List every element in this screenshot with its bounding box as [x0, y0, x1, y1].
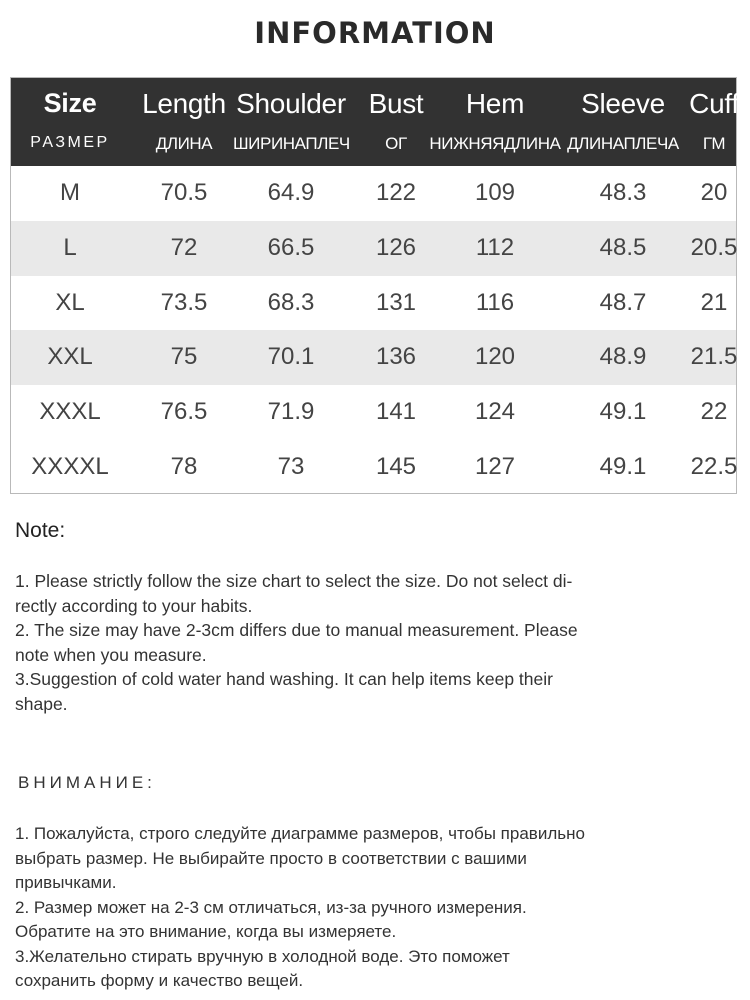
header-shoulder — [233, 78, 349, 166]
table-row — [11, 385, 736, 440]
sleeve-cell: 48.9 — [599, 343, 647, 371]
header-size — [11, 78, 129, 166]
cuff-cell: 21.5 — [690, 343, 738, 371]
bust-cell: 126 — [375, 233, 417, 261]
cuff-cell: 20.5 — [690, 233, 738, 261]
bust-cell: 145 — [375, 453, 417, 480]
note-line: 2. The size may have 2-3cm differs due to manual measurement. Please — [15, 620, 578, 640]
page-title: INFORMATION — [254, 16, 496, 50]
bust-cell: 136 — [375, 343, 417, 371]
shoulder-cell: 73 — [277, 453, 305, 480]
attention-line: сохранить форму и качество вещей. — [15, 971, 304, 990]
table-row — [11, 276, 736, 331]
sleeve-cell: 49.1 — [599, 398, 647, 426]
bust-cell: 122 — [375, 179, 417, 206]
shoulder-cell: 71.9 — [267, 398, 315, 426]
attention-line: 3.Желательно стирать вручную в холодной воде. Это поможет — [15, 946, 510, 966]
note-line: shape. — [15, 693, 68, 714]
length-cell: 75 — [170, 343, 198, 371]
table-row — [11, 166, 736, 221]
header-label-en: Length — [142, 88, 226, 119]
attention-heading: ВНИМАНИЕ: — [18, 773, 156, 792]
length-cell: 70.5 — [160, 179, 208, 206]
table-row — [11, 221, 736, 276]
header-cuff — [678, 78, 750, 166]
header-label-en: Sleeve — [581, 88, 665, 119]
table-row — [11, 440, 736, 495]
sleeve-cell: 48.3 — [599, 179, 647, 206]
attention-line: 1. Пожалуйста, строго следуйте диаграмме размеров, чтобы правильно — [15, 824, 585, 843]
header-label-ru: РАЗМЕР — [30, 134, 110, 151]
size-cell: M — [60, 179, 80, 206]
size-cell: XXXXL — [31, 453, 109, 480]
header-sleeve — [563, 78, 683, 166]
cuff-cell: 22.5 — [690, 453, 738, 480]
note-line: 1. Please strictly follow the size chart to select the size. Do not select di- — [15, 571, 573, 591]
shoulder-cell: 66.5 — [267, 233, 315, 261]
size-cell: L — [63, 233, 77, 261]
attention-line: выбрать размер. Не выбирайте просто в соответствии с вашими — [15, 848, 527, 868]
hem-cell: 124 — [474, 398, 516, 426]
cuff-cell: 21 — [700, 288, 728, 316]
shoulder-cell: 64.9 — [267, 179, 315, 206]
hem-cell: 116 — [475, 288, 515, 316]
attention-text — [15, 822, 735, 994]
hem-cell: 112 — [475, 233, 515, 261]
header-label-en: Size — [43, 88, 97, 118]
bust-cell: 131 — [375, 288, 417, 316]
header-label-ru: ОГ — [385, 134, 407, 153]
cuff-cell: 22 — [700, 398, 728, 426]
cuff-cell: 20 — [700, 179, 728, 206]
length-cell: 76.5 — [160, 398, 208, 426]
note-heading: Note: — [15, 519, 66, 542]
header-label-en: Shoulder — [236, 88, 346, 119]
header-label-en: Cuff — [689, 88, 739, 119]
sleeve-cell: 48.7 — [599, 288, 647, 316]
note-line: rectly according to your habits. — [15, 595, 253, 616]
header-label-ru: НИЖНЯЯДЛИНА — [429, 134, 561, 153]
hem-cell: 109 — [474, 179, 516, 206]
header-hem — [429, 78, 561, 166]
size-chart-table — [10, 77, 737, 494]
note-line: note when you measure. — [15, 644, 207, 665]
bust-cell: 141 — [375, 398, 417, 426]
attention-line: 2. Размер может на 2-3 см отличаться, из-за ручного измерения. — [15, 897, 527, 917]
header-label-ru: ДЛИНА — [155, 134, 213, 153]
header-label-en: Bust — [368, 88, 424, 119]
table-header — [11, 78, 739, 166]
header-label-ru: ШИРИНАПЛЕЧ — [233, 134, 350, 153]
sleeve-cell: 48.5 — [599, 233, 647, 261]
table-row — [11, 330, 736, 385]
note-text — [15, 569, 735, 716]
hem-cell: 120 — [474, 343, 516, 371]
shoulder-cell: 70.1 — [267, 343, 315, 371]
length-cell: 73.5 — [160, 288, 208, 316]
header-length — [129, 78, 239, 166]
size-cell: XXL — [47, 343, 93, 371]
size-cell: XL — [55, 288, 85, 316]
attention-line: привычками. — [15, 873, 117, 892]
attention-line: Обратите на это внимание, когда вы измеряете. — [15, 922, 397, 941]
size-cell: XXXL — [39, 398, 101, 426]
header-label-ru: ГМ — [702, 134, 726, 153]
sleeve-cell: 49.1 — [599, 453, 647, 480]
note-line: 3.Suggestion of cold water hand washing. It can help items keep their — [15, 669, 553, 689]
shoulder-cell: 68.3 — [267, 288, 315, 316]
header-label-en: Hem — [465, 88, 525, 119]
length-cell: 78 — [170, 453, 198, 480]
hem-cell: 127 — [474, 453, 516, 480]
header-label-ru: ДЛИНАПЛЕЧА — [567, 134, 679, 153]
length-cell: 72 — [170, 233, 198, 261]
